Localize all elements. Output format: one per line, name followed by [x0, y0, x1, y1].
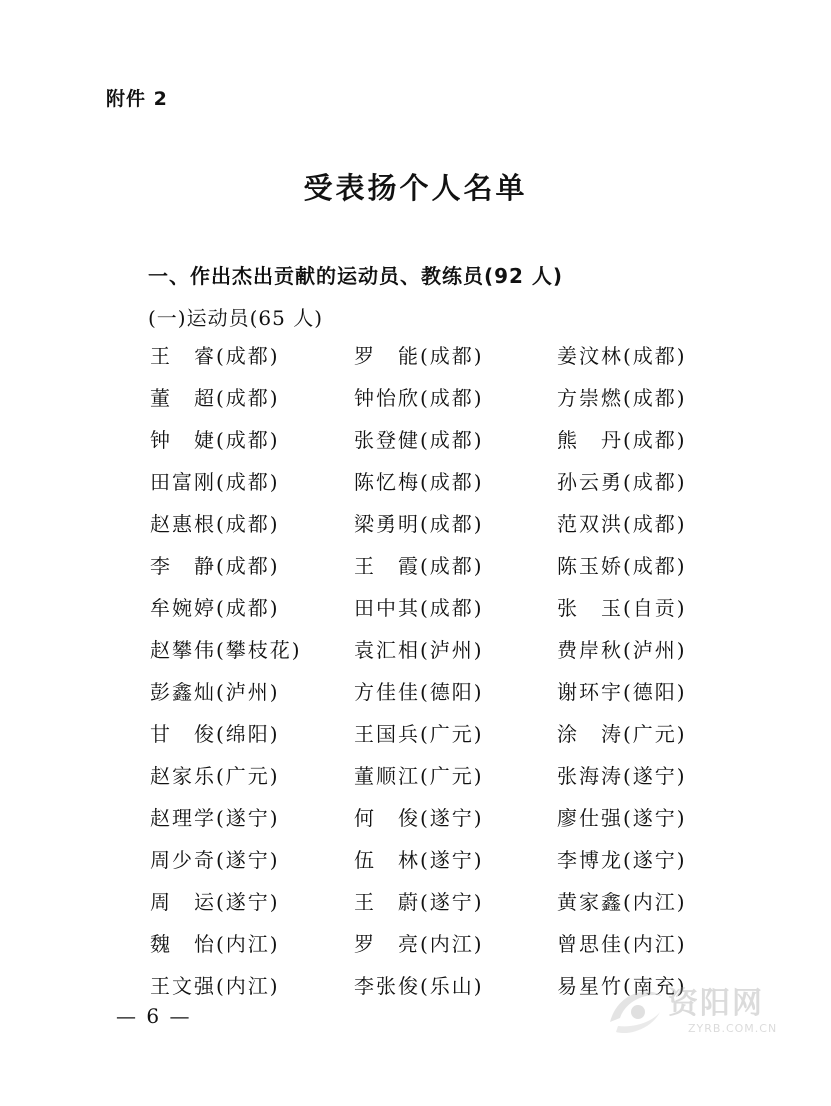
athlete-name: 费岸秋(泸州): [557, 638, 687, 662]
athlete-name: 谢环宇(德阳): [557, 680, 687, 704]
athlete-name: 王 睿(成都): [150, 344, 280, 368]
names-list: [150, 342, 710, 1014]
athlete-name: 赵家乐(广元): [150, 764, 280, 788]
attachment-label: 附件 2: [106, 88, 168, 110]
athlete-name: 李博龙(遂宁): [557, 848, 687, 872]
athlete-name: 黄家鑫(内江): [557, 890, 687, 914]
athlete-name: 孙云勇(成都): [557, 470, 687, 494]
athlete-name: 何 俊(遂宁): [354, 806, 484, 830]
athlete-name: 董 超(成都): [150, 386, 280, 410]
athlete-name: 罗 亮(内江): [354, 932, 484, 956]
zyrb-logo-icon: [604, 982, 666, 1038]
athlete-name: 梁勇明(成都): [354, 512, 484, 536]
athlete-name: 王 蔚(遂宁): [354, 890, 484, 914]
athlete-name: 伍 林(遂宁): [354, 848, 484, 872]
athlete-name: 方佳佳(德阳): [354, 680, 484, 704]
athlete-name: 范双洪(成都): [557, 512, 687, 536]
watermark: [600, 976, 790, 1046]
athlete-name: 熊 丹(成都): [557, 428, 687, 452]
athlete-name: 罗 能(成都): [354, 344, 484, 368]
athlete-name: 陈忆梅(成都): [354, 470, 484, 494]
athlete-name: 周少奇(遂宁): [150, 848, 280, 872]
athlete-name: 周 运(遂宁): [150, 890, 280, 914]
athlete-name: 张海涛(遂宁): [557, 764, 687, 788]
athlete-name: 姜汶林(成都): [557, 344, 687, 368]
page-number: — 6 —: [116, 1004, 192, 1028]
athlete-name: 彭鑫灿(泸州): [150, 680, 280, 704]
athlete-name: 曾思佳(内江): [557, 932, 687, 956]
athlete-name: 易星竹(南充): [557, 974, 687, 998]
athlete-name: 张 玉(自贡): [557, 596, 687, 620]
athlete-name: 王 霞(成都): [354, 554, 484, 578]
watermark-text: 资阳网: [668, 986, 764, 1021]
athlete-name: 董顺江(广元): [354, 764, 484, 788]
athlete-name: 田富刚(成都): [150, 470, 280, 494]
athlete-name: 方崇燃(成都): [557, 386, 687, 410]
athlete-name: 田中其(成都): [354, 596, 484, 620]
athlete-name: 赵攀伟(攀枝花): [150, 638, 302, 662]
section-heading: 一、作出杰出贡献的运动员、教练员(92 人): [148, 264, 564, 288]
athlete-name: 李张俊(乐山): [354, 974, 484, 998]
athlete-name: 陈玉娇(成都): [557, 554, 687, 578]
athlete-name: 王国兵(广元): [354, 722, 484, 746]
athlete-name: 赵惠根(成都): [150, 512, 280, 536]
watermark-subtext: ZYRB.COM.CN: [688, 1022, 778, 1035]
athlete-name: 钟 婕(成都): [150, 428, 280, 452]
athlete-name: 王文强(内江): [150, 974, 280, 998]
athlete-name: 魏 怡(内江): [150, 932, 280, 956]
page-title: 受表扬个人名单: [303, 171, 528, 205]
athlete-name: 甘 俊(绵阳): [150, 722, 280, 746]
athlete-name: 赵理学(遂宁): [150, 806, 280, 830]
athlete-name: 涂 涛(广元): [557, 722, 687, 746]
athlete-name: 袁汇相(泸州): [354, 638, 484, 662]
athlete-name: 牟婉婷(成都): [150, 596, 280, 620]
athlete-name: 钟怡欣(成都): [354, 386, 484, 410]
athlete-name: 张登健(成都): [354, 428, 484, 452]
subsection-heading: (一)运动员(65 人): [148, 306, 324, 330]
athlete-name: 李 静(成都): [150, 554, 280, 578]
athlete-name: 廖仕强(遂宁): [557, 806, 687, 830]
